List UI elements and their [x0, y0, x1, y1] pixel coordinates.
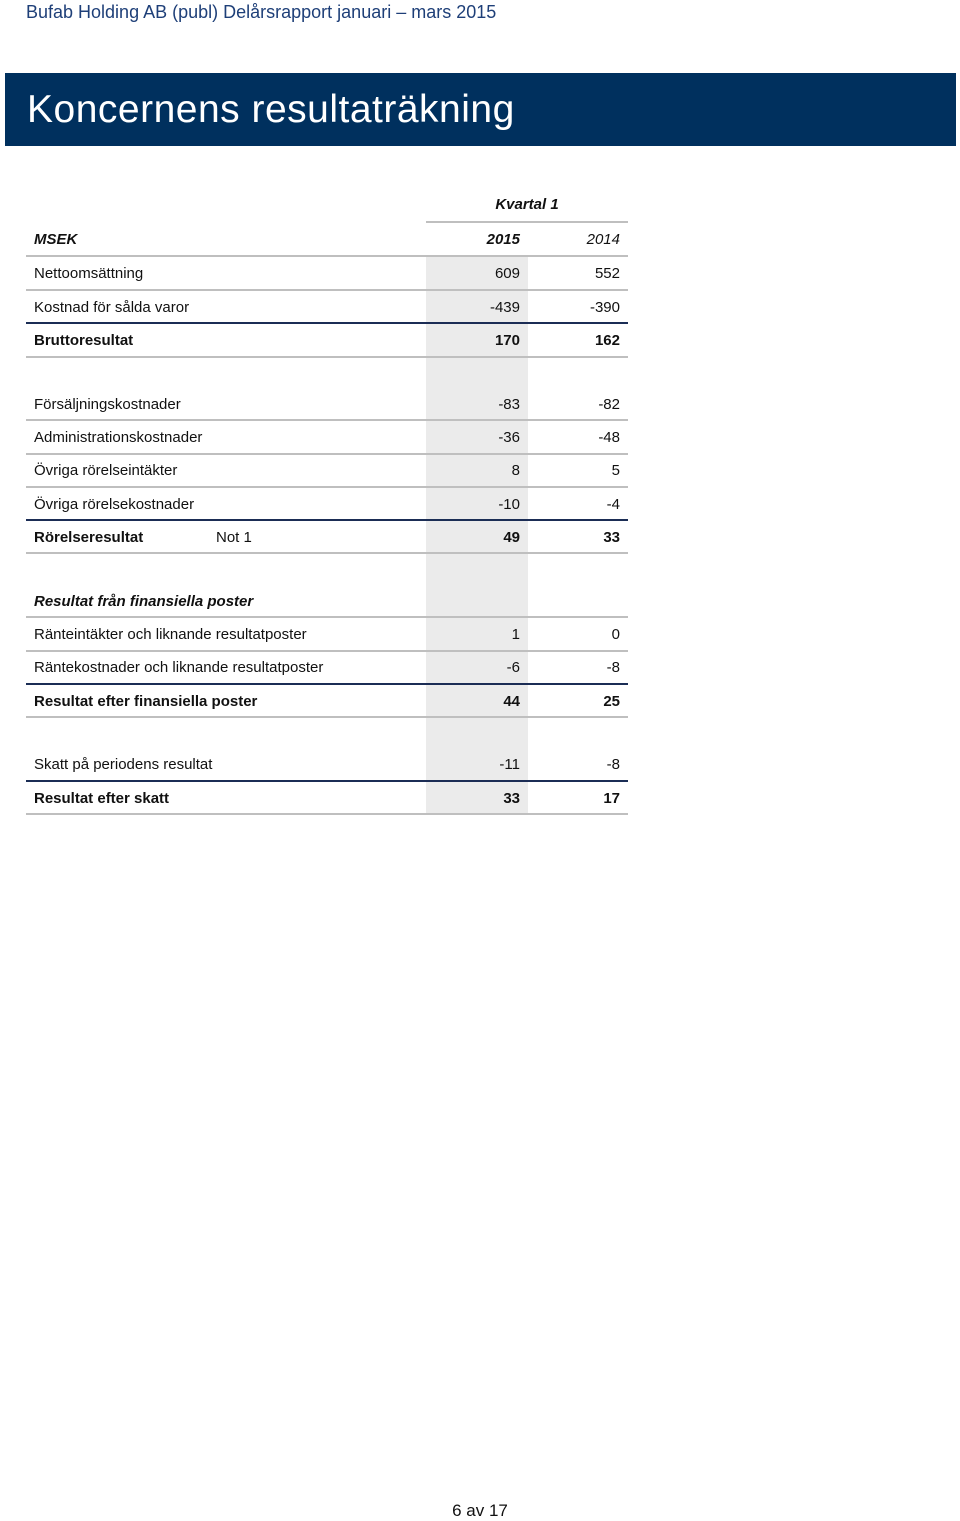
value-2015: 8 — [511, 462, 520, 479]
page-title: Koncernens resultaträkning — [27, 88, 515, 131]
value-2014: 25 — [603, 693, 620, 710]
value-2014: 552 — [594, 265, 620, 282]
value-2014: -8 — [606, 659, 620, 676]
section-banner — [5, 73, 956, 146]
value-2015: 170 — [494, 332, 520, 349]
row-label: Övriga rörelsekostnader — [34, 496, 195, 513]
period-header: Kvartal 1 — [495, 196, 559, 213]
table-row — [26, 454, 628, 487]
column-header-row — [26, 223, 628, 256]
value-2015: -439 — [489, 299, 520, 316]
value-2014: -8 — [606, 756, 620, 773]
row-label: Kostnad för sålda varor — [34, 299, 190, 316]
table-row — [26, 257, 628, 290]
table-row — [26, 388, 628, 421]
table-row — [26, 618, 628, 651]
col-2015-header: 2015 — [486, 231, 520, 248]
row-divider — [26, 552, 628, 554]
value-2014: 5 — [611, 462, 620, 479]
value-2014: -390 — [589, 299, 620, 316]
table-row-total — [26, 324, 628, 357]
row-label: Skatt på periodens resultat — [34, 756, 213, 773]
table-row-total — [26, 521, 628, 554]
value-2014: 17 — [603, 790, 620, 807]
value-2014: 162 — [594, 332, 620, 349]
table-row — [26, 421, 628, 454]
row-label: Övriga rörelseintäkter — [34, 462, 178, 479]
value-2015: 49 — [503, 529, 520, 546]
table-row — [26, 291, 628, 324]
row-label: Resultat efter skatt — [34, 790, 170, 807]
section-heading-row — [26, 585, 628, 618]
value-2014: -4 — [606, 496, 620, 513]
value-2014: -82 — [598, 396, 620, 413]
value-2014: -48 — [598, 429, 620, 446]
value-2015: 44 — [503, 693, 520, 710]
value-2015: -10 — [498, 496, 520, 513]
running-header: Bufab Holding AB (publ) Delårsrapport januari – mars 2015 — [26, 2, 497, 22]
value-2015: 609 — [494, 265, 520, 282]
table-row-total — [26, 685, 628, 718]
row-divider — [26, 813, 628, 815]
col-2014-header: 2014 — [586, 231, 620, 248]
value-2015: 1 — [511, 626, 520, 643]
row-label: Räntekostnader och liknande resultatposter — [34, 659, 324, 676]
row-label: Rörelseresultat — [34, 529, 144, 546]
row-label: Bruttoresultat — [34, 332, 134, 349]
row-label: Administrationskostnader — [34, 429, 203, 446]
table-row-total — [26, 782, 628, 815]
value-2015: -6 — [506, 659, 520, 676]
value-2015: -83 — [498, 396, 520, 413]
row-label: Nettoomsättning — [34, 265, 144, 282]
value-2015: -11 — [499, 756, 520, 773]
note-reference: Not 1 — [216, 529, 252, 546]
value-2015: 33 — [503, 790, 520, 807]
row-label: Försäljningskostnader — [34, 396, 181, 413]
row-label: Ränteintäkter och liknande resultatposter — [34, 626, 307, 643]
table-row — [26, 748, 628, 781]
value-2015: -36 — [498, 429, 520, 446]
row-divider — [26, 356, 628, 358]
page-number: 6 av 17 — [452, 1501, 508, 1520]
section-heading: Resultat från finansiella poster — [34, 593, 254, 610]
table-row — [26, 488, 628, 521]
value-2014: 0 — [611, 626, 620, 643]
table-row — [26, 651, 628, 684]
row-label: Resultat efter finansiella poster — [34, 693, 258, 710]
unit-label: MSEK — [34, 231, 78, 248]
row-divider — [26, 716, 628, 718]
value-2014: 33 — [603, 529, 620, 546]
